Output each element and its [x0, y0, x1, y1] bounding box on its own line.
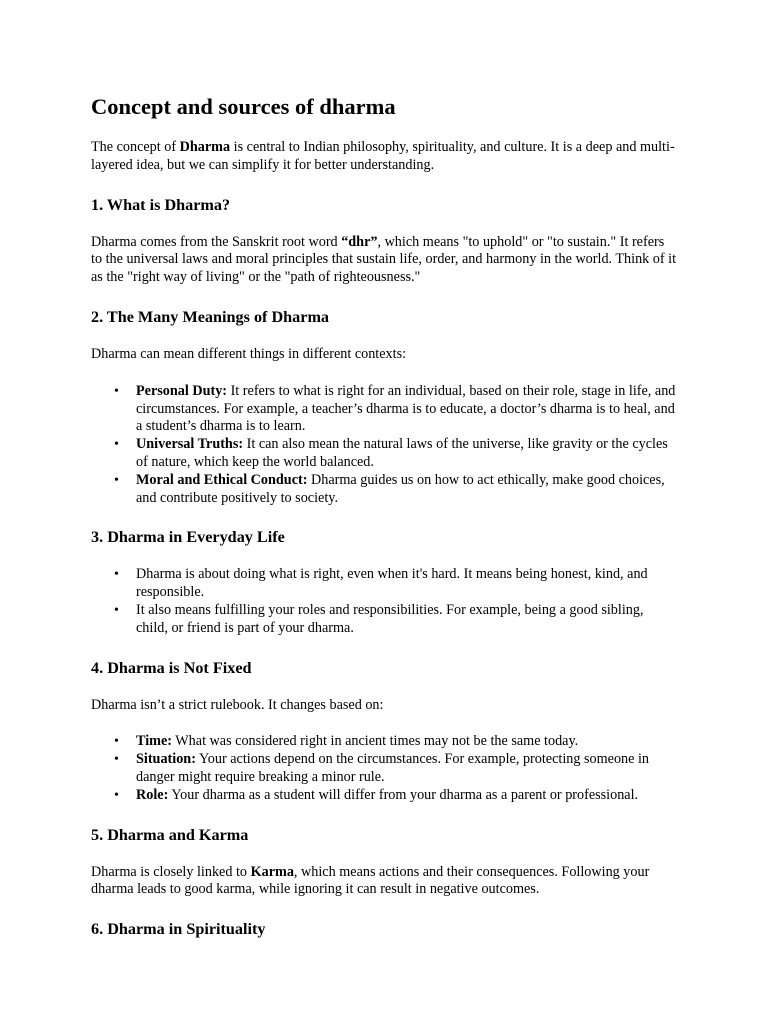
- section-5-bold-term: Karma: [250, 863, 294, 880]
- intro-text-post: is central to Indian philosophy, spirituality, and culture. It is a deep and multi-layered idea, but we can simplify it for better understanding.: [91, 139, 675, 173]
- section-2-list: [91, 383, 678, 508]
- page-title: Concept and sources of dharma: [91, 94, 396, 119]
- section-4-heading: 4. Dharma is Not Fixed: [91, 658, 252, 677]
- list-item: [114, 751, 678, 787]
- bullet-icon: •: [114, 437, 119, 453]
- list-item: [114, 471, 678, 508]
- section-5-paragraph: [91, 864, 678, 900]
- section-3-list: [91, 566, 678, 637]
- list-item-label: Situation:: [136, 751, 196, 768]
- list-item-label: Time:: [136, 733, 172, 750]
- bullet-icon: •: [114, 567, 119, 583]
- list-item-text: It also means fulfilling your roles and responsibilities. For example, being a good sibling, child, or friend is part of your dharma.: [136, 601, 644, 636]
- list-item: [114, 436, 678, 472]
- list-item-text: Your actions depend on the circumstances. For example, protecting someone in danger might require breaking a minor rule.: [136, 751, 650, 785]
- section-6-heading: 6. Dharma in Spirituality: [91, 920, 266, 939]
- list-item: [114, 566, 678, 602]
- list-item: [114, 601, 678, 638]
- list-item-text: What was considered right in ancient times may not be the same today.: [172, 733, 579, 750]
- bullet-icon: •: [114, 752, 119, 768]
- section-2-paragraph: Dharma can mean different things in different contexts:: [91, 345, 407, 362]
- section-5-text-pre: Dharma is closely linked to: [91, 863, 251, 880]
- section-2-heading: 2. The Many Meanings of Dharma: [91, 307, 330, 326]
- section-3-heading: 3. Dharma in Everyday Life: [91, 528, 285, 547]
- section-1-bold-term: “dhr”: [341, 233, 378, 250]
- list-item-text: Your dharma as a student will differ from your dharma as a parent or professional.: [168, 786, 639, 803]
- bullet-icon: •: [114, 472, 119, 488]
- intro-bold-term: Dharma: [179, 139, 231, 155]
- list-item-label: Universal Truths:: [136, 436, 244, 453]
- list-item-label: Role:: [136, 786, 169, 803]
- list-item-text: Dharma is about doing what is right, even when it's hard. It means being honest, kind, and responsible.: [136, 566, 648, 601]
- section-1-text-pre: Dharma comes from the Sanskrit root word: [91, 233, 342, 250]
- section-1-text-post: , which means "to uphold" or "to sustain." It refers to the universal laws and moral principles that sustain life, order, and harmony in the world. Think of it as the "right way of living" or the "path of righteousness.": [91, 233, 677, 286]
- intro-text-pre: The concept of: [91, 139, 180, 155]
- section-1-heading: 1. What is Dharma?: [91, 195, 231, 214]
- list-item-label: Moral and Ethical Conduct:: [136, 471, 308, 488]
- intro-paragraph: [91, 139, 678, 175]
- section-1-paragraph: [91, 234, 678, 287]
- list-item: [114, 786, 678, 805]
- bullet-icon: •: [114, 787, 119, 803]
- list-item-label: Personal Duty:: [136, 382, 228, 399]
- list-item: [114, 382, 678, 436]
- section-4-list: [91, 733, 678, 804]
- list-item: [114, 733, 678, 751]
- section-5-heading: 5. Dharma and Karma: [91, 825, 249, 844]
- bullet-icon: •: [114, 383, 119, 399]
- bullet-icon: •: [114, 734, 119, 750]
- bullet-icon: •: [114, 602, 119, 618]
- section-5-text-post: , which means actions and their consequences. Following your dharma leads to good karma, while ignoring it can result in negative outcomes.: [91, 863, 650, 898]
- list-item-text: It can also mean the natural laws of the universe, like gravity or the cycles of nature, which keep the world balanced.: [136, 436, 668, 470]
- section-4-paragraph: Dharma isn’t a strict rulebook. It changes based on:: [91, 696, 384, 713]
- list-item-text: Dharma guides us on how to act ethically, make good choices, and contribute positively to society.: [136, 471, 665, 506]
- list-item-text: It refers to what is right for an individual, based on their role, stage in life, and circumstances. For example, a teacher’s dharma is to educate, a doctor’s dharma is to heal, and a student’s dharma is to learn.: [136, 382, 676, 435]
